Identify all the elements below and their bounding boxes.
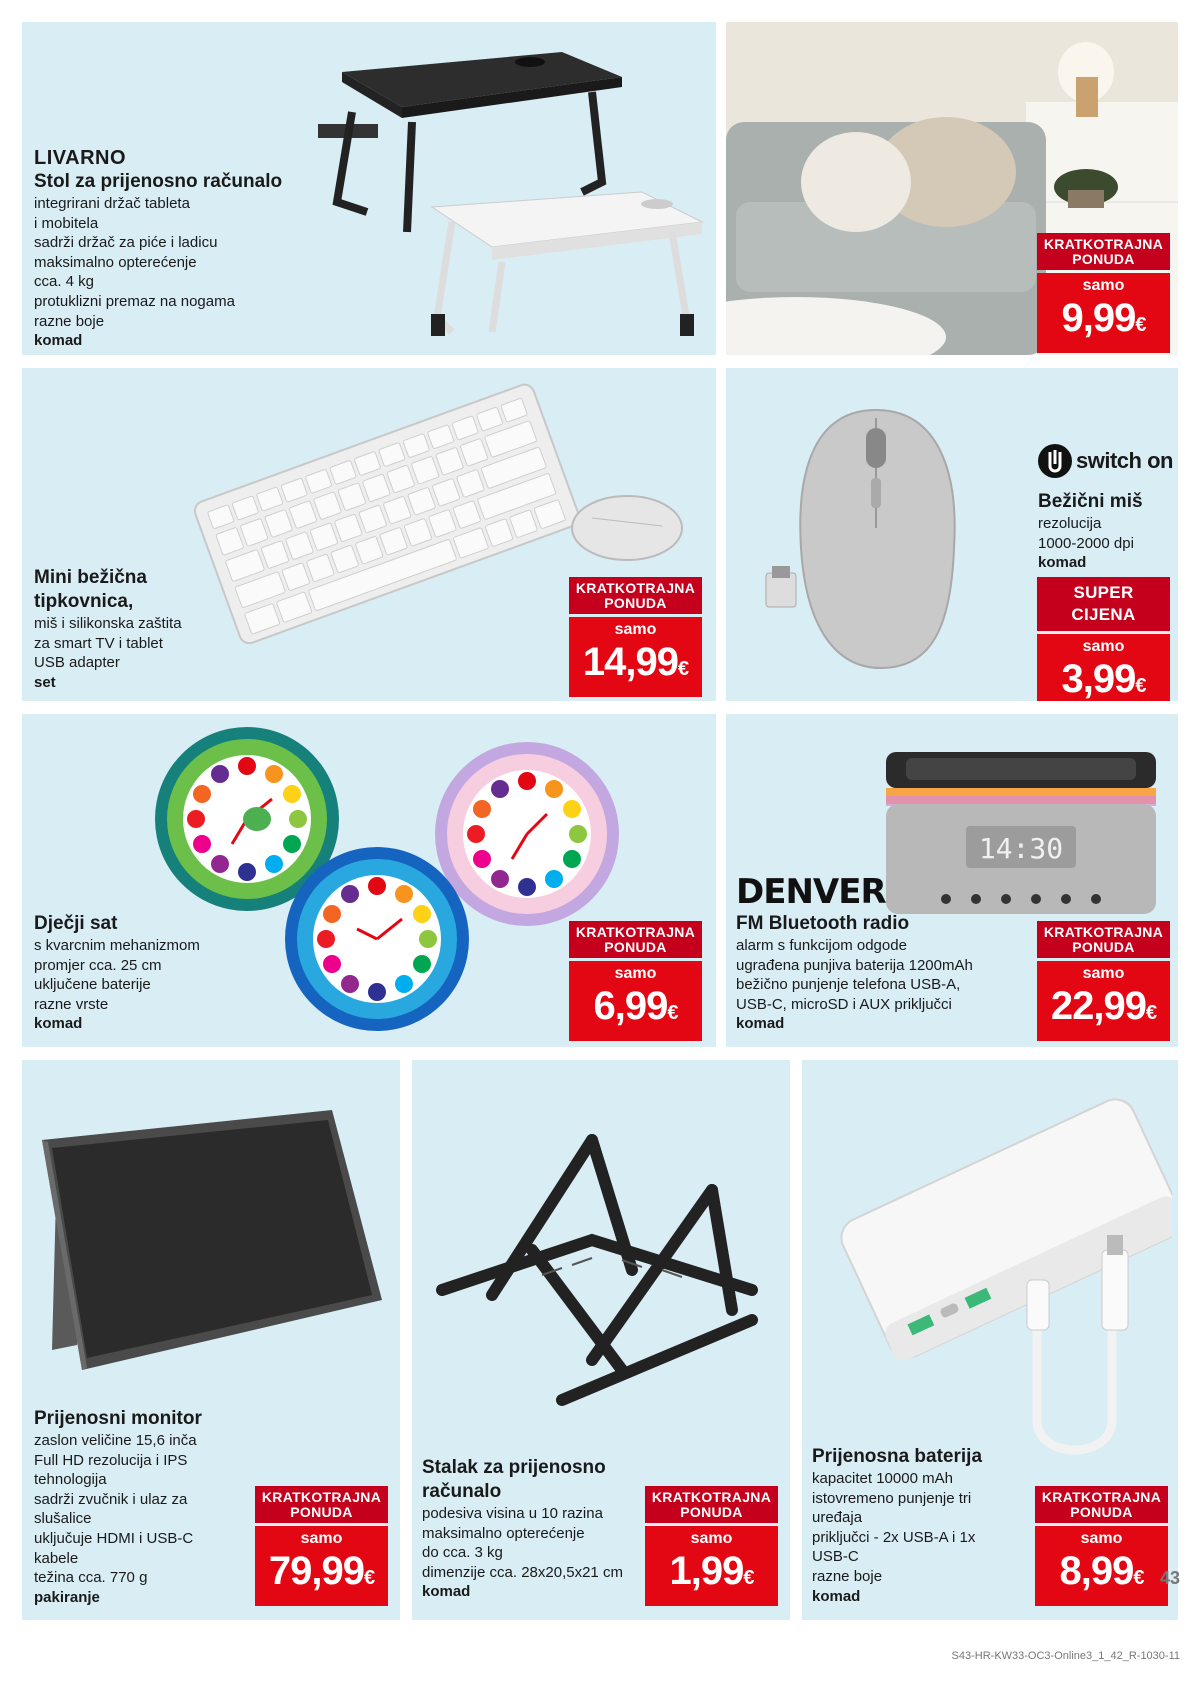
radio-display: 14:30 <box>978 832 1064 865</box>
product-title: Prijenosna baterija <box>812 1446 983 1467</box>
offer-label: SUPER CIJENA <box>1037 577 1170 631</box>
price-value: 8,99€ <box>1059 1549 1144 1593</box>
price-value: 6,99€ <box>593 984 678 1028</box>
price-value: 9,99€ <box>1061 296 1146 340</box>
product-description: zaslon veličine 15,6 inča Full HD rezolucija i IPS tehnologija sadrži zvučnik i ulaz za slušalice uključuje HDMI i USB-C kabele težina cca. 770 g <box>34 1432 197 1587</box>
price-value: 22,99€ <box>1050 984 1157 1028</box>
offer-label: KRATKOTRAJNA PONUDA <box>569 577 702 614</box>
desk-product-image <box>312 32 712 352</box>
product-unit: komad <box>34 1015 83 1033</box>
product-description: rezolucija 1000-2000 dpi <box>1038 515 1134 552</box>
product-title: Mini bežična tipkovnica, <box>34 567 147 612</box>
product-title: Dječji sat <box>34 913 118 934</box>
offer-label: KRATKOTRAJNA PONUDA <box>1037 921 1170 958</box>
switch-on-logo: switch on <box>1038 442 1173 480</box>
price-prefix: samo <box>690 1530 733 1547</box>
price-prefix: samo <box>614 965 657 982</box>
product-panel-keyboard <box>22 368 716 701</box>
product-panel-monitor <box>22 1060 400 1620</box>
mouse-product-image <box>756 398 996 688</box>
price-prefix: samo <box>1082 277 1125 294</box>
price-value: 79,99€ <box>268 1549 375 1593</box>
product-title: Stol za prijenosno računalo <box>34 171 283 192</box>
product-brand: LIVARNO <box>34 147 127 169</box>
price-value: 3,99€ <box>1061 657 1146 701</box>
product-panel-desk <box>22 22 716 355</box>
monitor-product-image <box>32 1100 392 1370</box>
product-panel-stand <box>412 1060 790 1620</box>
price-prefix: samo <box>300 1530 343 1547</box>
powerbank-product-image <box>822 1090 1172 1470</box>
price-value: 1,99€ <box>669 1549 754 1593</box>
stand-product-image <box>422 1120 782 1410</box>
denver-logo: DENVER <box>736 872 886 912</box>
price-tag-monitor <box>255 1486 388 1606</box>
price-prefix: samo <box>1082 638 1125 655</box>
product-unit: set <box>34 673 56 691</box>
product-unit: pakiranje <box>34 1588 100 1606</box>
price-tag-stand <box>645 1486 778 1606</box>
product-description: integrirani držač tableta i mobitela sadrži držač za piće i ladicu maksimalno opterećenje cca. 4 kg protuklizni premaz na nogama razne boje <box>34 195 235 330</box>
price-prefix: samo <box>614 621 657 638</box>
page-number: 43 <box>1159 1568 1180 1588</box>
product-title: FM Bluetooth radio <box>736 913 910 934</box>
product-panel-powerbank <box>802 1060 1178 1620</box>
product-title: Stalak za prijenosno računalo <box>422 1457 606 1502</box>
product-description: s kvarcnim mehanizmom promjer cca. 25 cm uključene baterije razne vrste <box>34 937 200 1013</box>
product-description: kapacitet 10000 mAh istovremeno punjenje tri uređaja priključci - 2x USB-A i 1x USB-C razne boje <box>812 1470 976 1585</box>
product-unit: komad <box>422 1583 471 1601</box>
price-tag-keyboard <box>569 577 702 697</box>
offer-label: KRATKOTRAJNA PONUDA <box>255 1486 388 1523</box>
product-description: miš i silikonska zaštita za smart TV i tablet USB adapter <box>34 615 182 672</box>
offer-label: KRATKOTRAJNA PONUDA <box>1035 1486 1168 1523</box>
offer-label: KRATKOTRAJNA PONUDA <box>569 921 702 958</box>
product-unit: komad <box>1038 554 1087 572</box>
price-tag-radio <box>1037 921 1170 1041</box>
price-prefix: samo <box>1082 965 1125 982</box>
footer-code: S43-HR-KW33-OC3-Online3_1_42_R-1030-11 <box>951 1650 1180 1662</box>
switch-on-icon <box>1038 442 1072 480</box>
product-panel-clock <box>22 714 716 1047</box>
price-tag-desk <box>1037 233 1170 353</box>
price-prefix: samo <box>1080 1530 1123 1547</box>
product-description: alarm s funkcijom odgode ugrađena punjiva baterija 1200mAh bežično punjenje telefona USB-A, USB-C, microSD i AUX priključci <box>736 937 973 1013</box>
product-unit: komad <box>736 1015 785 1033</box>
price-tag-powerbank <box>1035 1486 1168 1606</box>
price-value: 14,99€ <box>582 640 689 684</box>
price-tag-clock <box>569 921 702 1041</box>
offer-label: KRATKOTRAJNA PONUDA <box>1037 233 1170 270</box>
product-panel-mouse <box>726 368 1178 701</box>
product-unit: komad <box>34 332 83 350</box>
product-description: podesiva visina u 10 razina maksimalno opterećenje do cca. 3 kg dimenzije cca. 28x20,5x21 cm <box>422 1505 623 1581</box>
product-panel-radio <box>726 714 1178 1047</box>
product-title: Bežični miš <box>1038 491 1143 512</box>
offer-label: KRATKOTRAJNA PONUDA <box>645 1486 778 1523</box>
product-title: Prijenosni monitor <box>34 1408 202 1429</box>
radio-product-image <box>876 744 1166 924</box>
product-unit: komad <box>812 1587 861 1605</box>
price-tag-mouse <box>1037 577 1170 701</box>
